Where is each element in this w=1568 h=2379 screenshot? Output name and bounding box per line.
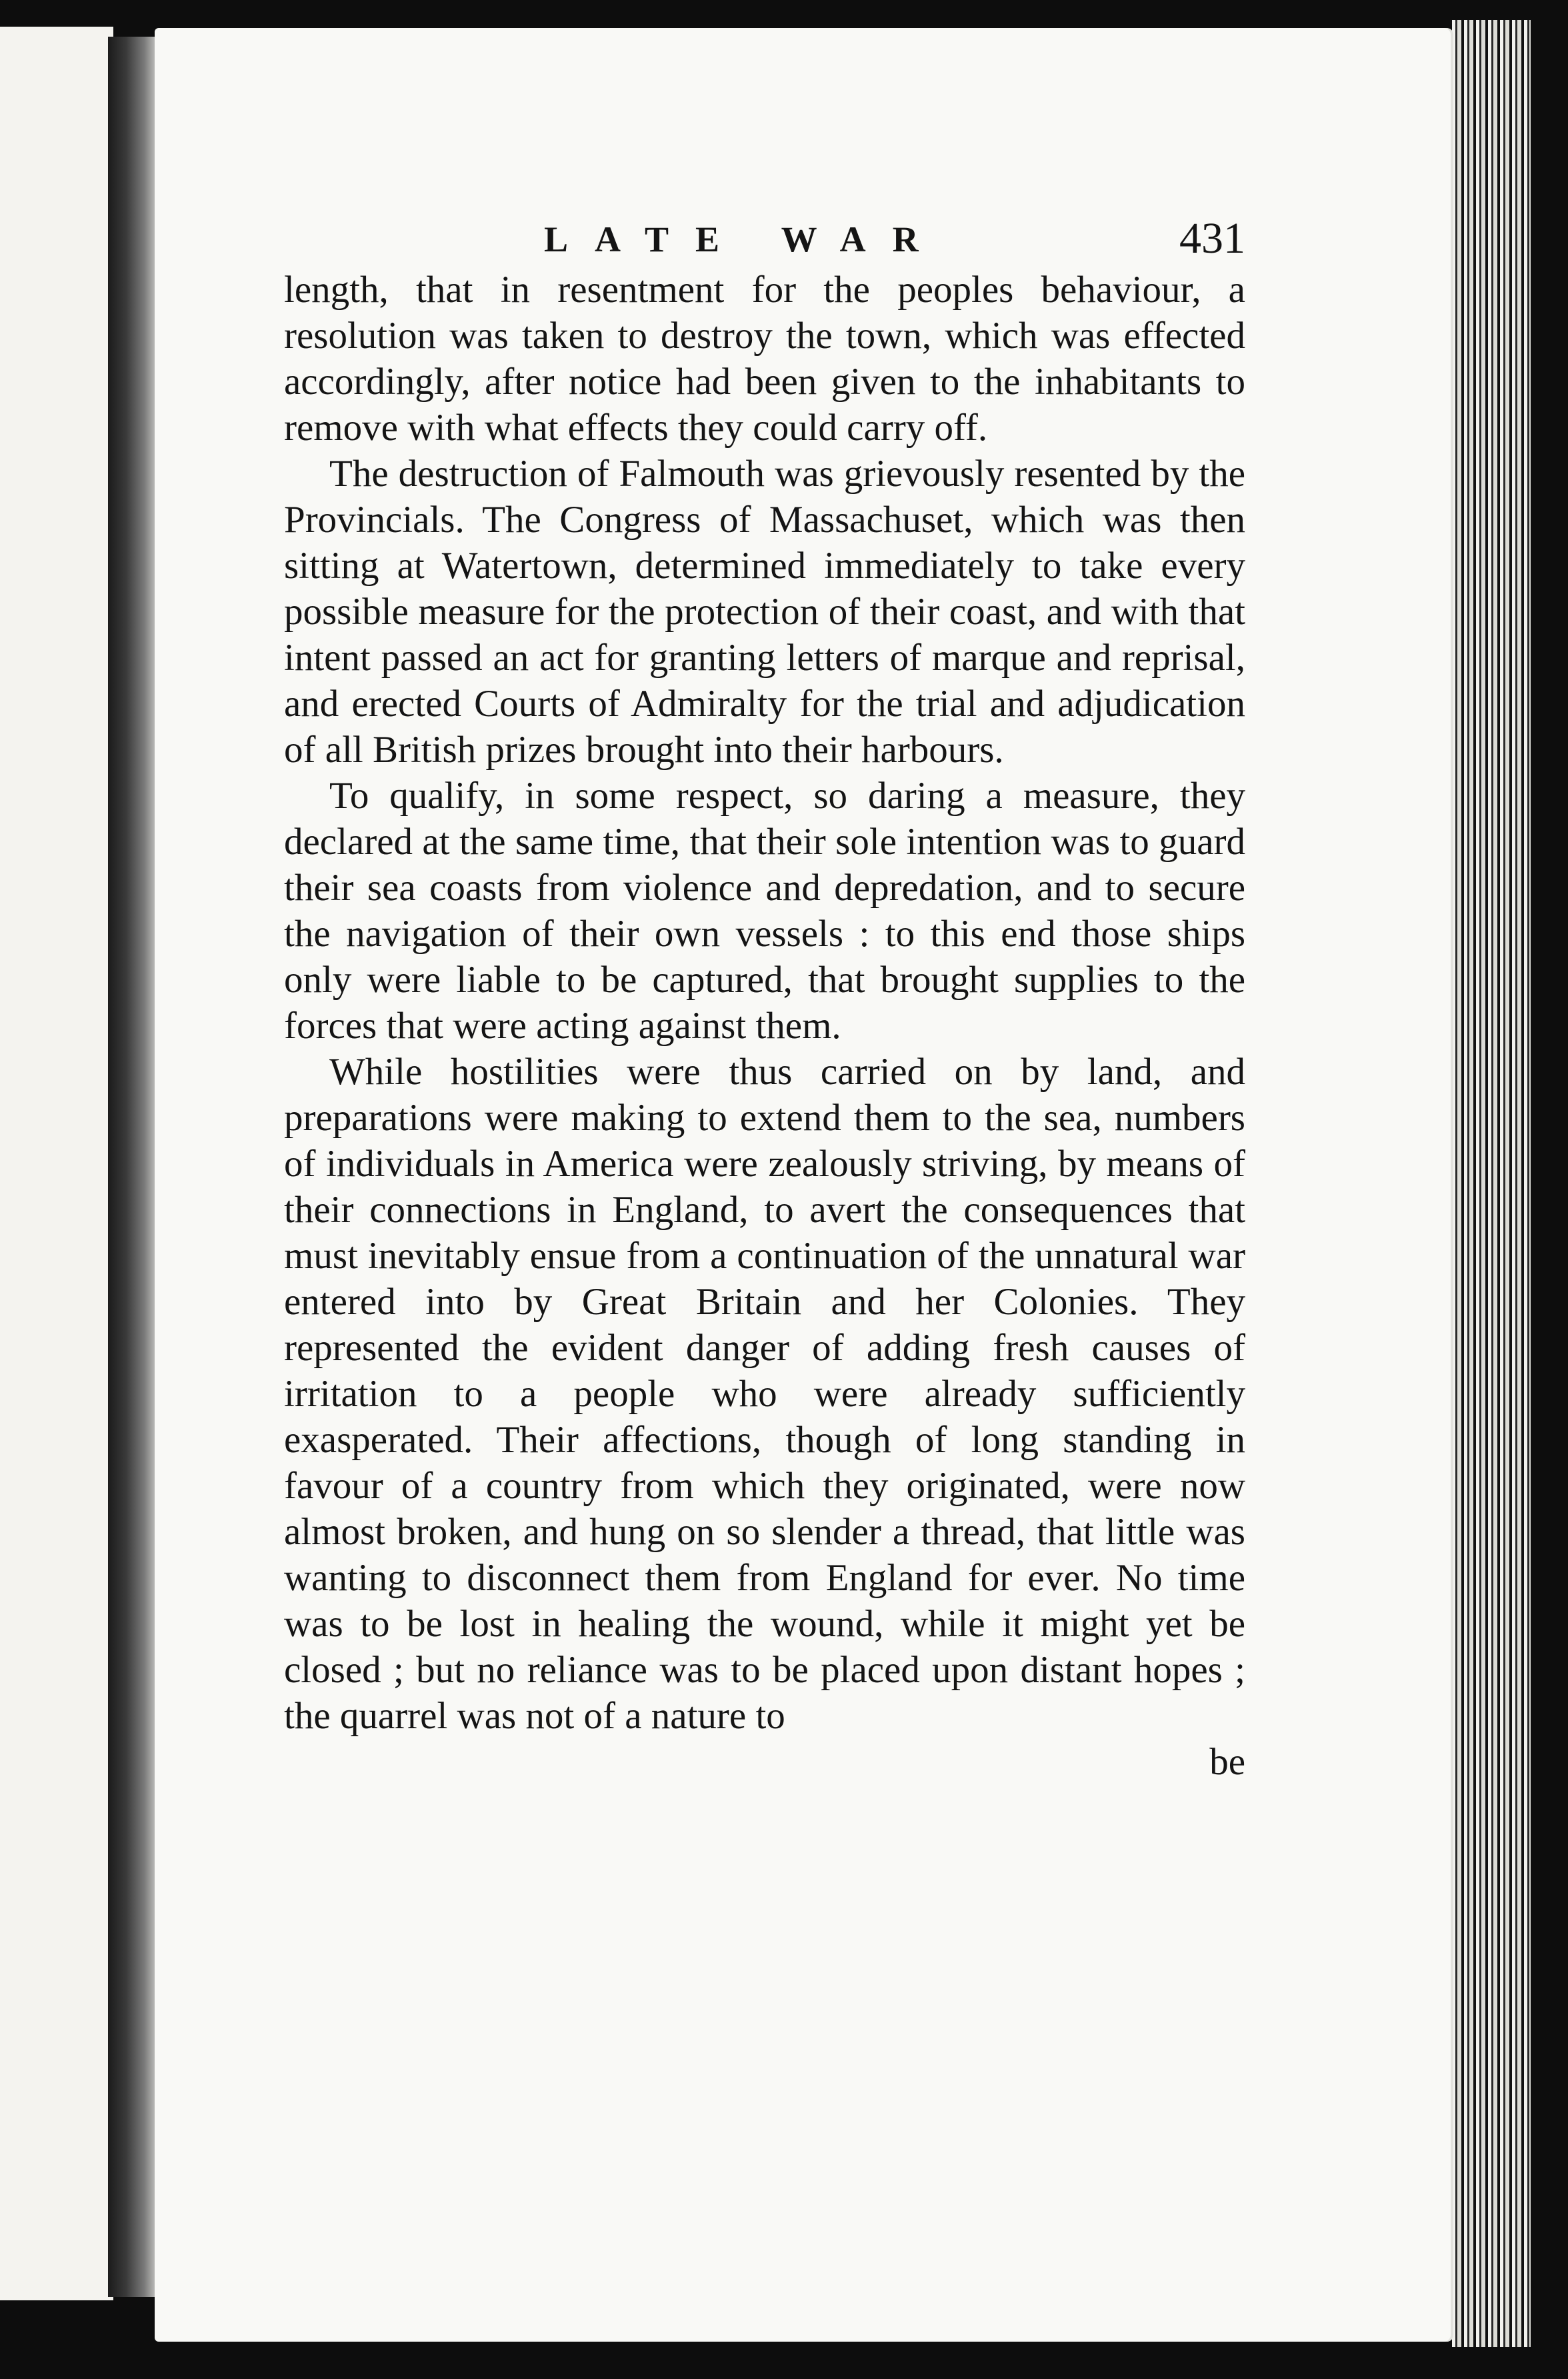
text-block bbox=[284, 213, 1245, 1785]
running-head-title: LATE WAR bbox=[544, 219, 945, 259]
background-edge bbox=[1531, 20, 1568, 2379]
body-text bbox=[284, 267, 1245, 1739]
paragraph-2: The destruction of Falmouth was grievously resented by the Provincials. The Congress of Massachuset, which was then sitting at Watertown, determined immediately to take every possible measure for the protection of their coast, and with that intent passed an act for granting letters of marque and reprisal, and erected Courts of Admiralty for the trial and adjudication of all British prizes brought into their harbours. bbox=[284, 453, 1245, 771]
paragraph-4: While hostilities were thus carried on by land, and preparations were making to extend them to the sea, numbers of individuals in America were zealously striving, by means of their connections in England, to avert the consequences that must inevitably ensue from a continuation of the unnatural war entered into by Great Britain and her Colonies. They represented the evident danger of adding fresh causes of irritation to a people who were already sufficiently exasperated. Their affections, though of long standing in favour of a country from which they originated, were now almost broken, and hung on so slender a thread, that little was wanting to disconnect them from England for ever. No time was to be lost in healing the wound, while it might yet be closed ; but no reliance was to be placed upon distant hopes ; the quarrel was not of a nature to bbox=[284, 1051, 1245, 1737]
running-head bbox=[284, 213, 1245, 267]
binding-gutter bbox=[108, 37, 160, 2297]
facing-page-edge bbox=[0, 27, 113, 2300]
paragraph-3: To qualify, in some respect, so daring a measure, they declared at the same time, that their sole intention was to guard their sea coasts from violence and depredation, and to secure the navigation of their own vessels : to this end those ships only were liable to be captured, that brought supplies to the forces that were acting against them. bbox=[284, 775, 1245, 1047]
paragraph-1: length, that in resentment for the peoples behaviour, a resolution was taken to destroy the town, which was effected accordingly, after notice had been given to the inhabitants to remove with what effects they could carry off. bbox=[284, 269, 1245, 449]
page-number: 431 bbox=[1179, 214, 1245, 263]
catchword: be bbox=[1209, 1741, 1245, 1783]
